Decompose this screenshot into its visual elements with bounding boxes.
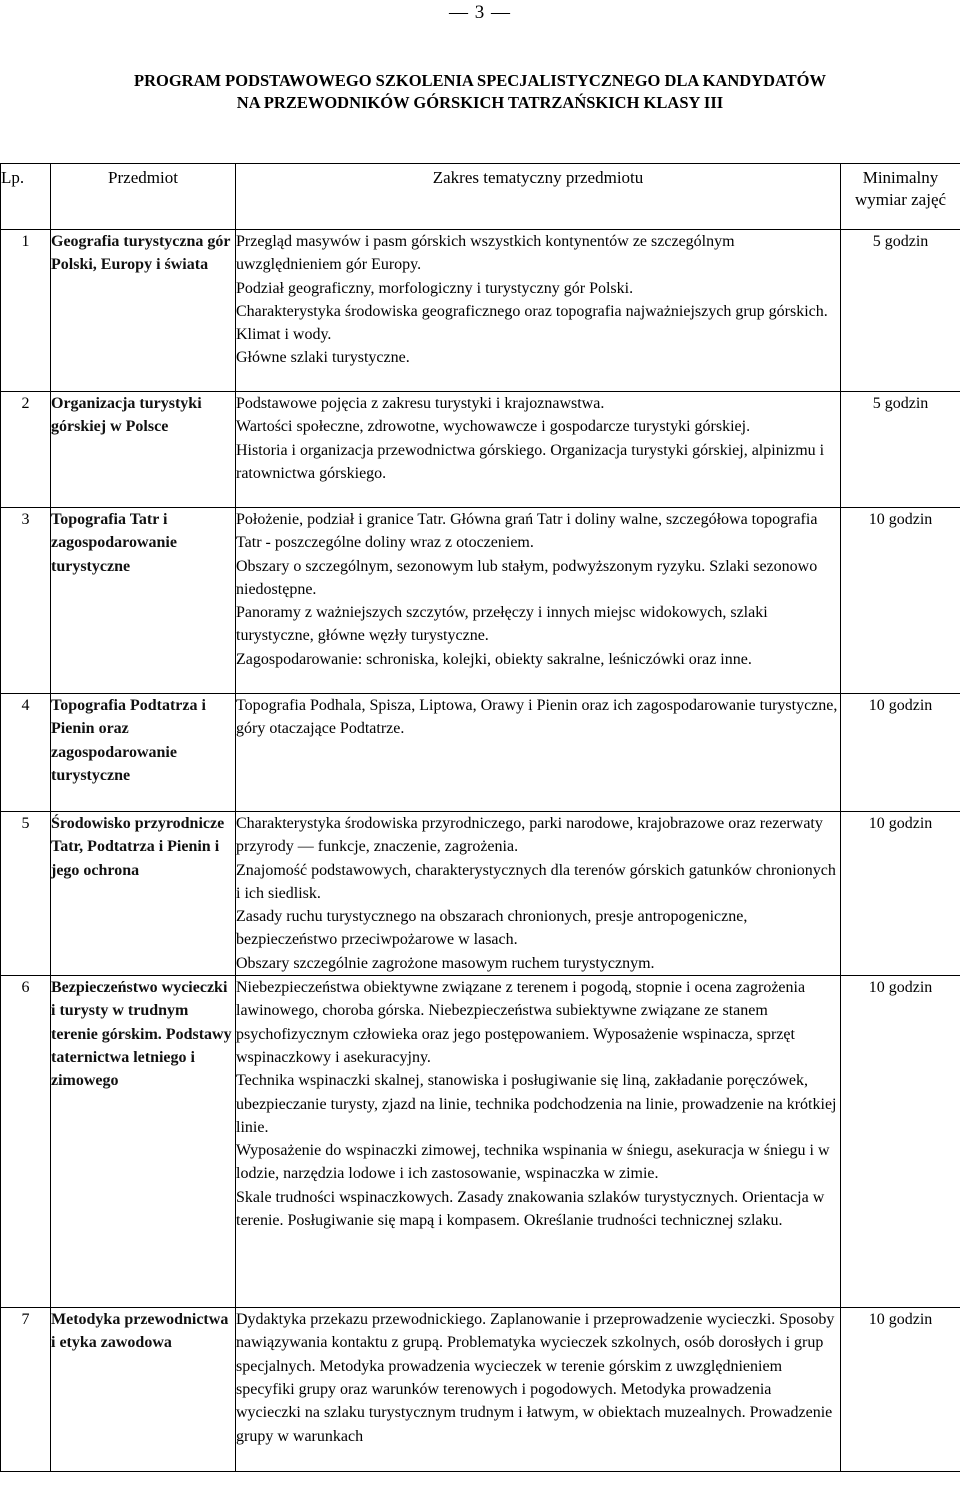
scope-item: Topografia Podhala, Spisza, Liptowa, Orawy i Pienin oraz ich zagospodarowanie turystyczne, góry otaczające Podtatrze. [236, 697, 838, 738]
scope-item: Zagospodarowanie: schroniska, kolejki, obiekty sakralne, leśniczówki oraz inne. [236, 650, 752, 668]
scope-item: Położenie, podział i granice Tatr. Główna grań Tatr i doliny walne, szczegółowa topografia Tatr - poszczególne doliny wraz z otoczeniem. [236, 511, 818, 552]
scope-cell [236, 1308, 841, 1472]
scope-item: Przegląd masywów i pasm górskich wszystkich kontynentów ze szczególnym uwzględnieniem gór Europy. [236, 233, 735, 274]
table-row [1, 694, 960, 812]
scope-cell [236, 392, 841, 508]
scope-item: Zasady ruchu turystycznego na obszarach chronionych, presje antropogeniczne, bezpieczeństwo przeciwpożarowe w lasach. [236, 908, 748, 949]
hours-value: 5 godzin [841, 230, 960, 392]
subject-name: Topografia Tatr i zagospodarowanie turystyczne [51, 508, 236, 694]
table-row [1, 508, 960, 694]
subject-name: Geografia turystyczna gór Polski, Europy i świata [51, 230, 236, 392]
hours-value: 10 godzin [841, 694, 960, 812]
scope-item: Wartości społeczne, zdrowotne, wychowawcze i gospodarcze turystyki górskiej. [236, 418, 751, 436]
scope-item: Obszary szczególnie zagrożone masowym ruchem turystycznym. [236, 954, 655, 972]
scope-item: Technika wspinaczki skalnej, stanowiska i posługiwanie się liną, zakładanie poręczówek, ubezpieczanie turysty, zjazd na linie, technika podchodzenia na linie, prowadzenie na krótkiej linie. [236, 1072, 837, 1136]
scope-cell [236, 508, 841, 694]
row-number: 3 [1, 508, 51, 694]
scope-item: Panoramy z ważniejszych szczytów, przełęczy i innych miejsc widokowych, szlaki turystyczne, główne węzły turystyczne. [236, 604, 768, 645]
header-lp: Lp. [1, 164, 51, 230]
header-time: Minimalny wymiar zajęć [841, 164, 960, 230]
table-row [1, 1308, 960, 1472]
scope-cell [236, 694, 841, 812]
scope-item: Wyposażenie do wspinaczki zimowej, technika wspinania w śniegu, asekuracja w śniegu i w lodzie, narzędzia lodowe i ich zastosowanie, wspinaczka w zimie. [236, 1142, 830, 1183]
subject-name: Bezpieczeństwo wycieczki i turysty w trudnym terenie górskim. Podstawy taternictwa letniego i zimowego [51, 976, 236, 1308]
subject-name: Metodyka przewodnictwa i etyka zawodowa [51, 1308, 236, 1472]
hours-value: 10 godzin [841, 976, 960, 1308]
subject-name: Organizacja turystyki górskiej w Polsce [51, 392, 236, 508]
scope-item: Historia i organizacja przewodnictwa górskiego. Organizacja turystyki górskiej, alpinizmu i ratownictwa górskiego. [236, 441, 825, 482]
table-row [1, 812, 960, 976]
row-number: 1 [1, 230, 51, 392]
row-number: 2 [1, 392, 51, 508]
scope-cell [236, 976, 841, 1308]
scope-item: Charakterystyka środowiska geograficznego oraz topografia najważniejszych grup górskich. [236, 302, 828, 320]
row-number: 6 [1, 976, 51, 1308]
document-title-line-2: NA PRZEWODNIKÓW GÓRSKICH TATRZAŃSKICH KLASY III [236, 93, 724, 112]
scope-item: Znajomość podstawowych, charakterystycznych dla terenów górskich gatunków chronionych i ich siedlisk. [236, 861, 836, 902]
subject-name: Środowisko przyrodnicze Tatr, Podtatrza i Pienin i jego ochrona [51, 812, 236, 976]
program-table [0, 163, 960, 1472]
table-row [1, 976, 960, 1308]
subject-name: Topografia Podtatrza i Pienin oraz zagospodarowanie turystyczne [51, 694, 236, 812]
header-scope: Zakres tematyczny przedmiotu [236, 164, 841, 230]
scope-item: Skale trudności wspinaczkowych. Zasady znakowania szlaków turystycznych. Orientacja w terenie. Posługiwanie się mapą i kompasem. Określanie trudności technicznej szlaku. [236, 1188, 825, 1230]
scope-item: Charakterystyka środowiska przyrodniczego, parki narodowe, krajobrazowe oraz rezerwaty przyrody ― funkcje, znaczenie, zagrożenia. [236, 815, 823, 856]
table-header-row [1, 164, 960, 230]
hours-value: 10 godzin [841, 812, 960, 976]
scope-item: Podział geograficzny, morfologiczny i turystyczny gór Polski. [236, 279, 634, 297]
scope-item: Niebezpieczeństwa obiektywne związane z terenem i pogodą, stopnie i ocena zagrożenia lawinowego, choroba górska. Niebezpieczeństwa subiektywne związane ze stanem psychofizycznym człowieka oraz jego postępowaniem. Wyposażenie wspinacza, sprzęt wspinaczkowy i asekuracyjny. [236, 979, 806, 1066]
scope-cell [236, 812, 841, 976]
scope-cell [236, 230, 841, 392]
scope-item: Obszary o szczególnym, sezonowym lub stałym, podwyższonym ryzyku. Szlaki sezonowo niedostępne. [236, 557, 818, 598]
hours-value: 10 godzin [841, 508, 960, 694]
header-subject: Przedmiot [51, 164, 236, 230]
table-row [1, 230, 960, 392]
scope-item: Klimat i wody. [236, 326, 332, 344]
scope-item: Główne szlaki turystyczne. [236, 349, 410, 367]
table-row [1, 392, 960, 508]
scope-item: Dydaktyka przekazu przewodnickiego. Zaplanowanie i przeprowadzenie wycieczki. Sposoby nawiązywania kontaktu z grupą. Problematyka wycieczek szkolnych, osób dorosłych i grup specjalnych. Metodyka prowadzenia wycieczek w terenie górskim z uwzględnieniem specyfiki grupy oraz warunków terenowych i pogodowych. Metodyka prowadzenia wycieczki na szlaku turystycznym trudnym i łatwym, w obiektach muzealnych. Prowadzenie grupy w warunkach [236, 1311, 835, 1445]
scope-item: Podstawowe pojęcia z zakresu turystyki i krajoznawstwa. [236, 395, 605, 412]
hours-value: 5 godzin [841, 392, 960, 508]
document-title-line-1: PROGRAM PODSTAWOWEGO SZKOLENIA SPECJALISTYCZNEGO DLA KANDYDATÓW [133, 71, 827, 90]
row-number: 7 [1, 1308, 51, 1472]
row-number: 4 [1, 694, 51, 812]
hours-value: 10 godzin [841, 1308, 960, 1472]
page-number: — 3 — [449, 2, 511, 23]
table-body [1, 230, 960, 1472]
document-title [0, 70, 960, 114]
row-number: 5 [1, 812, 51, 976]
